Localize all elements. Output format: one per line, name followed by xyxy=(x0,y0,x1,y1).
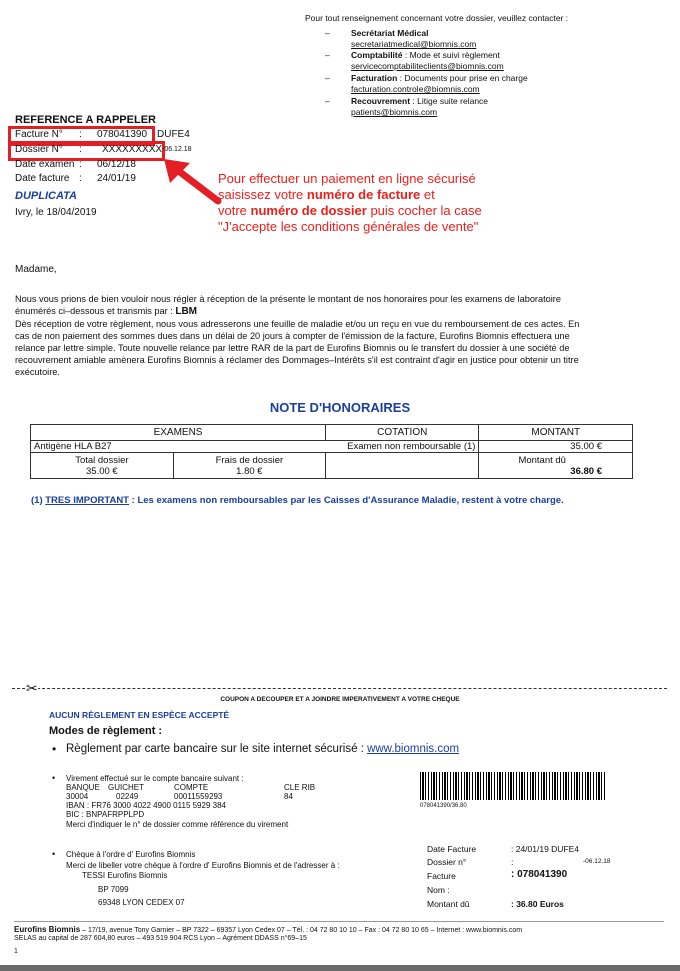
salutation: Madame, xyxy=(15,264,57,275)
contact-title: Comptabilité xyxy=(351,50,403,60)
card-payment: Règlement par carte bancaire sur le site internet sécurisé : www.biomnis.com xyxy=(66,743,460,755)
contact-intro: Pour tout renseignement concernant votre dossier, veuillez contacter : xyxy=(305,13,569,23)
dossier-number: XXXXXXXXX xyxy=(102,144,163,155)
bullet-icon: • xyxy=(52,849,56,859)
exam-montant: 35.00 € xyxy=(479,441,633,453)
letter-body: Nous vous prions de bien vouloir nous régler à réception de la présente le montant de nos honoraires pour les examens de laboratoire énumérés ci–dessous et transmis par : LBM Dès réception de votre règlement, nous vous adresserons une feuille de maladie et/ou un reçu en vue du remboursement de ces actes. En cas de non paiement des sommes dues dans un délai de 20 jours à compter de l'émission de la facture, Eurofins Biomnis effectuera une relance par lettre simple. Toute nouvelle relance par lettre RAR de la part de Eurofins Biomnis ou le transfert du dossier à une société de recouvrement amiable amènera Eurofins Biomnis à réclamer des Dommages–Intérêts s'il est contraint d'agir en justice pour obtenir un titre exécutoire. xyxy=(15,294,580,377)
footer-legal: SELAS au capital de 287 604,80 euros – 493 519 904 RCS Lyon – Agrément DDASS n°69–15 xyxy=(14,935,307,942)
exam-name: Antigène HLA B27 xyxy=(31,441,326,453)
note-title: NOTE D'HONORAIRES xyxy=(269,400,411,415)
barcode-image xyxy=(420,772,606,800)
contact-title: Recouvrement xyxy=(351,96,411,106)
montant-du-cell xyxy=(479,453,633,479)
contact-title: Facturation xyxy=(351,73,398,83)
coupon-heading: COUPON A DECOUPER ET A JOINDRE IMPERATIVEMENT A VOTRE CHEQUE xyxy=(220,696,460,703)
contact-title: Secrétariat Médical xyxy=(351,28,429,38)
important-note: (1) TRES IMPORTANT : Les examens non remboursables par les Caisses d'Assurance Maladie, restent à votre charge. xyxy=(31,495,564,506)
payment-modes-heading: Modes de règlement : xyxy=(49,725,163,737)
reference-heading: REFERENCE A RAPPELER xyxy=(15,114,156,126)
biomnis-link[interactable]: www.biomnis.com xyxy=(367,743,460,755)
contact-email[interactable]: servicecomptabiliteclients@biomnis.com xyxy=(351,61,504,71)
bullet-icon: • xyxy=(52,742,57,756)
montant-du-label: Montant dû xyxy=(518,454,566,466)
scissors-icon: ✂ xyxy=(26,680,38,696)
payment-instructions: Pour effectuer un paiement en ligne sécurisé saisissez votre numéro de facture et votre numéro de dossier puis cocher la case "J'accepte les conditions générales de vente" xyxy=(218,171,482,234)
contact-secretariat: – Secrétariat Médical secretariatmedical@biomnis.com xyxy=(325,28,477,49)
facture-date-value: 24/01/19 xyxy=(97,173,136,184)
col-examens: EXAMENS xyxy=(31,425,326,441)
contact-recouvrement: – Recouvrement : Litige suite relance patients@biomnis.com xyxy=(325,96,489,117)
bullet-icon: • xyxy=(52,773,56,783)
total-dossier-value: 35.00 € xyxy=(86,465,118,477)
red-arrow-icon xyxy=(160,155,222,207)
footer-divider xyxy=(14,921,664,922)
exam-cotation: Examen non remboursable (1) xyxy=(326,441,479,453)
barcode-text: 078041390/36.80 xyxy=(420,803,467,809)
dossier-label: Dossier N° xyxy=(15,144,63,155)
place-date: Ivry, le 18/04/2019 xyxy=(15,207,97,218)
montant-du-value: 36.80 € xyxy=(570,465,602,477)
facture-date-label: Date facture xyxy=(15,173,70,184)
transfer-info: Virement effectué sur le compte bancaire suivant : BANQUE GUICHET COMPTE CLE RIB 30004 02249 00011559293 84 IBAN : FR76 3000 4022 4900 0115 5929 384 BIC : BNPAFRPPLPD Merci d'indiquer le n° de dossier comme référence du virement xyxy=(66,774,316,829)
col-montant: MONTANT xyxy=(479,425,633,441)
contact-email[interactable]: secretariatmedical@biomnis.com xyxy=(351,39,477,49)
cheque-info: Chèque à l'ordre d' Eurofins Biomnis Merci de libeller votre chèque à l'ordre d' Eurofins Biomnis et de l'adresser à : TESSI Eurofins Biomnis BP 7099 69348 LYON CEDEX 07 xyxy=(66,850,340,907)
frais-dossier-label: Frais de dossier xyxy=(215,454,284,466)
exam-date-value: 06/12/18 xyxy=(97,159,136,170)
duplicata-label: DUPLICATA xyxy=(15,190,77,202)
total-dossier-cell xyxy=(31,453,174,479)
contact-facturation: – Facturation : Documents pour prise en charge facturation.controle@biomnis.com xyxy=(325,73,528,94)
footer-address: Eurofins Biomnis – 17/19, avenue Tony Garnier – BP 7322 – 69357 Lyon Cedex 07 – Tél. : 04 72 80 10 10 – Fax : 04 72 80 10 65 – Internet : www.biomnis.com xyxy=(14,925,523,934)
bottom-band xyxy=(0,965,680,971)
contact-comptabilite: – Comptabilité : Mode et suivi règlement servicecomptabiliteclients@biomnis.com xyxy=(325,50,504,71)
no-cash-notice: AUCUN RÈGLEMENT EN ESPÈCE ACCEPTÉ xyxy=(49,710,230,720)
page-number: 1 xyxy=(14,948,18,955)
frais-dossier-cell xyxy=(173,453,325,479)
contact-email[interactable]: facturation.controle@biomnis.com xyxy=(351,84,480,94)
honoraires-table xyxy=(30,424,633,479)
exam-date-label: Date examen xyxy=(15,159,75,170)
contact-email[interactable]: patients@biomnis.com xyxy=(351,107,438,117)
facture-number: 078041390 xyxy=(97,129,148,140)
total-dossier-label: Total dossier xyxy=(75,454,129,466)
col-cotation: COTATION xyxy=(326,425,479,441)
cut-line xyxy=(12,688,667,689)
facture-label: Facture N° xyxy=(15,129,63,140)
frais-dossier-value: 1.80 € xyxy=(236,465,263,477)
dossier-suffix: -06.12.18 xyxy=(162,146,192,153)
facture-suffix: DUFE4 xyxy=(157,129,190,140)
coupon-reference: Date Facture : 24/01/19 DUFE4 Dossier n° : -06.12.18 Facture : 078041390 Nom : Montant dû : 36.80 Euros xyxy=(427,844,611,909)
